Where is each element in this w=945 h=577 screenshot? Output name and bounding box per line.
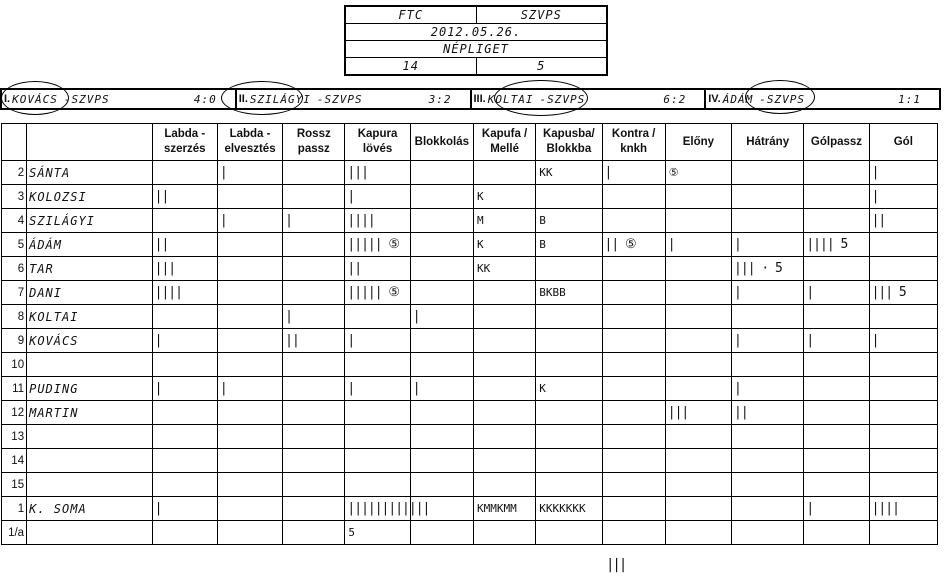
stat-cell: ||| — [152, 257, 217, 281]
stat-cell — [152, 161, 217, 185]
stat-cell: | — [345, 377, 410, 401]
stat-cell: | — [665, 233, 731, 257]
stat-cell: B — [536, 209, 602, 233]
stat-cell — [283, 257, 345, 281]
player-number: 6 — [2, 257, 27, 281]
stat-cell — [283, 377, 345, 401]
table-body — [2, 161, 938, 545]
stat-cell — [602, 209, 665, 233]
table-row — [2, 401, 938, 425]
stat-cell — [804, 185, 869, 209]
stat-cell: M — [473, 209, 535, 233]
stat-cell — [283, 353, 345, 377]
stat-cell — [602, 473, 665, 497]
stat-cell — [345, 401, 410, 425]
stat-cell — [283, 497, 345, 521]
stat-cell: |||| 5 — [804, 233, 869, 257]
player-name: DANI — [27, 281, 153, 305]
table-row — [2, 161, 938, 185]
player-number: 15 — [2, 473, 27, 497]
stat-cell — [804, 425, 869, 449]
stat-cell — [732, 473, 804, 497]
stat-cell — [732, 209, 804, 233]
stat-cell — [152, 425, 217, 449]
stat-cell: | — [869, 161, 937, 185]
stat-cell — [283, 401, 345, 425]
stat-cell — [732, 161, 804, 185]
player-name — [27, 353, 153, 377]
quarter-team: -SZVPS — [316, 92, 363, 106]
stat-cell: || — [152, 185, 217, 209]
stat-cell: ⑤ — [665, 161, 731, 185]
stat-cell — [732, 449, 804, 473]
table-row — [2, 233, 938, 257]
stat-cell — [536, 473, 602, 497]
player-name — [27, 473, 153, 497]
stat-cell — [410, 209, 473, 233]
stat-cell — [152, 401, 217, 425]
stat-cell: |||| — [869, 497, 937, 521]
quarter-score: 6:2 — [663, 92, 687, 106]
stat-cell — [602, 449, 665, 473]
stat-cell — [410, 185, 473, 209]
player-number: 13 — [2, 425, 27, 449]
stat-cell — [665, 305, 731, 329]
stat-cell: KK — [473, 257, 535, 281]
stat-cell — [602, 185, 665, 209]
quarter-player: ÁDÁM — [722, 92, 754, 106]
stat-cell: ||| 5 — [869, 281, 937, 305]
table-row — [2, 305, 938, 329]
stat-cell — [410, 281, 473, 305]
stat-cell — [602, 281, 665, 305]
stat-cell: | — [804, 281, 869, 305]
stat-cell — [536, 329, 602, 353]
stat-cell — [536, 401, 602, 425]
stat-cell: 5 — [345, 521, 410, 545]
stat-cell: |||||||||||| — [345, 497, 410, 521]
column-header: Gólpassz — [804, 124, 869, 161]
stat-cell — [217, 353, 282, 377]
stat-cell — [473, 281, 535, 305]
stat-cell — [152, 305, 217, 329]
player-number: 8 — [2, 305, 27, 329]
stat-cell — [283, 521, 345, 545]
stat-cell: | — [732, 233, 804, 257]
stat-cell: | — [283, 209, 345, 233]
stat-cell — [345, 305, 410, 329]
stat-cell: | — [345, 185, 410, 209]
stat-cell: | — [283, 305, 345, 329]
stat-cell — [473, 473, 535, 497]
stat-cell: | — [602, 161, 665, 185]
stat-cell: | — [732, 329, 804, 353]
player-number: 3 — [2, 185, 27, 209]
stat-cell — [869, 305, 937, 329]
stat-cell — [217, 401, 282, 425]
stat-cell — [602, 353, 665, 377]
match-venue: NÉPLIGET — [443, 42, 509, 56]
stat-cell — [602, 497, 665, 521]
player-name: ÁDÁM — [27, 233, 153, 257]
quarter-number: IV. — [708, 93, 721, 105]
table-row — [2, 425, 938, 449]
stat-cell — [804, 305, 869, 329]
stat-cell — [410, 425, 473, 449]
stat-cell: || — [283, 329, 345, 353]
stat-cell — [602, 425, 665, 449]
player-name: MARTIN — [27, 401, 153, 425]
stat-cell — [732, 185, 804, 209]
column-header: Kapufa / Mellé — [473, 124, 535, 161]
stat-cell: ||| — [345, 161, 410, 185]
stat-cell: ||| · 5 — [732, 257, 804, 281]
column-header: Kontra / knkh — [602, 124, 665, 161]
stat-cell — [869, 521, 937, 545]
player-name — [27, 449, 153, 473]
stat-cell — [536, 353, 602, 377]
stat-cell — [283, 473, 345, 497]
header-row — [2, 124, 938, 161]
quarter-number: I. — [4, 93, 11, 105]
stat-cell: || — [152, 233, 217, 257]
column-header: Kapura lövés — [345, 124, 410, 161]
stat-cell — [283, 281, 345, 305]
stat-cell — [536, 521, 602, 545]
stat-cell — [345, 425, 410, 449]
column-header: Előny — [665, 124, 731, 161]
stat-cell — [473, 449, 535, 473]
player-number: 4 — [2, 209, 27, 233]
stat-cell — [283, 233, 345, 257]
stat-cell: ||| — [665, 401, 731, 425]
stat-cell — [804, 353, 869, 377]
quarter-player: SZILÁGYI — [249, 92, 311, 106]
stat-cell: || — [869, 209, 937, 233]
player-circle-3 — [494, 80, 588, 116]
column-header: Blokkolás — [410, 124, 473, 161]
home-team: FTC — [398, 8, 424, 22]
stat-cell — [869, 257, 937, 281]
player-circle-2 — [221, 81, 303, 115]
stat-cell — [804, 401, 869, 425]
quarter-number: III. — [473, 93, 486, 105]
stat-cell — [602, 257, 665, 281]
stat-cell: BKBB — [536, 281, 602, 305]
player-name — [27, 425, 153, 449]
stat-cell — [152, 473, 217, 497]
stat-cell — [217, 425, 282, 449]
column-header: Hátrány — [732, 124, 804, 161]
stat-cell — [536, 425, 602, 449]
stat-cell — [345, 449, 410, 473]
stat-cell — [217, 473, 282, 497]
stat-cell — [602, 329, 665, 353]
stat-cell — [804, 449, 869, 473]
stat-cell — [473, 305, 535, 329]
table-row — [2, 449, 938, 473]
table-row — [2, 473, 938, 497]
stat-cell — [536, 185, 602, 209]
player-name: PUDING — [27, 377, 153, 401]
stat-cell — [804, 161, 869, 185]
stat-cell: | — [217, 161, 282, 185]
stat-cell — [152, 449, 217, 473]
match-header — [344, 5, 608, 76]
stat-cell — [345, 353, 410, 377]
player-number: 11 — [2, 377, 27, 401]
player-name: K. SOMA — [27, 497, 153, 521]
stat-cell: | — [804, 329, 869, 353]
stat-cell — [665, 257, 731, 281]
stat-cell — [665, 209, 731, 233]
stat-cell — [665, 329, 731, 353]
stat-cell: | — [217, 209, 282, 233]
stat-cell — [410, 161, 473, 185]
match-date: 2012.05.26. — [430, 25, 522, 39]
stat-cell: K — [536, 377, 602, 401]
stat-cell — [665, 281, 731, 305]
stat-cell — [283, 425, 345, 449]
quarter-score: 3:2 — [428, 92, 452, 106]
player-number: 2 — [2, 161, 27, 185]
stat-cell — [217, 281, 282, 305]
table-row — [2, 257, 938, 281]
stat-cell — [869, 353, 937, 377]
stat-cell — [217, 329, 282, 353]
stat-cell — [217, 257, 282, 281]
stat-cell — [473, 521, 535, 545]
stat-cell — [665, 425, 731, 449]
stat-cell — [217, 449, 282, 473]
table-row — [2, 185, 938, 209]
stat-cell — [536, 449, 602, 473]
stat-cell: | — [152, 497, 217, 521]
stat-cell — [152, 353, 217, 377]
stat-cell — [410, 233, 473, 257]
table-row — [2, 329, 938, 353]
venue-row — [346, 41, 606, 58]
stat-cell — [283, 161, 345, 185]
stat-cell: | — [869, 329, 937, 353]
stat-cell: B — [536, 233, 602, 257]
stat-cell — [602, 401, 665, 425]
stat-cell — [665, 521, 731, 545]
stat-cell: | — [152, 329, 217, 353]
player-number: 9 — [2, 329, 27, 353]
stat-cell — [804, 473, 869, 497]
stat-cell: | — [732, 281, 804, 305]
player-number: 5 — [2, 233, 27, 257]
stat-cell: |||| — [345, 209, 410, 233]
stat-cell — [665, 353, 731, 377]
stat-cell — [410, 353, 473, 377]
stat-cell: KK — [536, 161, 602, 185]
table-row — [2, 521, 938, 545]
table-row — [2, 377, 938, 401]
column-header: Gól — [869, 124, 937, 161]
player-number: 1/a — [2, 521, 27, 545]
stat-cell — [869, 473, 937, 497]
player-number: 10 — [2, 353, 27, 377]
player-number: 14 — [2, 449, 27, 473]
stat-cell — [732, 521, 804, 545]
stat-cell — [665, 497, 731, 521]
stat-cell: | — [345, 329, 410, 353]
player-number: 1 — [2, 497, 27, 521]
quarter-team: -SZVPS — [539, 92, 586, 106]
stat-cell: || — [345, 257, 410, 281]
stat-cell — [602, 305, 665, 329]
table-row — [2, 497, 938, 521]
quarter-4 — [704, 90, 939, 108]
player-name: SZILÁGYI — [27, 209, 153, 233]
stat-cell — [869, 425, 937, 449]
footer-tally: ||| — [606, 557, 626, 573]
column-header — [2, 124, 27, 161]
column-header: Labda - szerzés — [152, 124, 217, 161]
stat-cell — [410, 329, 473, 353]
stat-cell — [473, 377, 535, 401]
score-row — [346, 58, 606, 74]
player-stats-table — [1, 123, 938, 545]
stat-cell — [152, 209, 217, 233]
stat-cell — [410, 401, 473, 425]
stat-cell: KMMKMM — [473, 497, 535, 521]
stat-cell — [665, 449, 731, 473]
teams-row — [346, 7, 606, 24]
player-name: KOVÁCS — [27, 329, 153, 353]
stat-cell — [804, 521, 869, 545]
stat-cell: |||| — [152, 281, 217, 305]
column-header: Kapusba/ Blokkba — [536, 124, 602, 161]
stat-cell: || — [732, 401, 804, 425]
stat-cell — [804, 257, 869, 281]
stat-cell — [665, 473, 731, 497]
stat-cell — [732, 353, 804, 377]
stat-cell — [804, 377, 869, 401]
stat-cell — [217, 305, 282, 329]
stat-cell — [410, 449, 473, 473]
player-name: SÁNTA — [27, 161, 153, 185]
quarter-player: KOVÁCS — [12, 92, 58, 106]
stat-cell — [602, 521, 665, 545]
stat-cell — [602, 377, 665, 401]
player-number: 12 — [2, 401, 27, 425]
stat-cell — [732, 425, 804, 449]
quarter-score: 1:1 — [898, 92, 921, 106]
away-score: 5 — [476, 58, 607, 74]
stat-cell — [732, 497, 804, 521]
stat-cell: | — [869, 185, 937, 209]
stat-cell — [869, 401, 937, 425]
stat-cell — [410, 473, 473, 497]
player-name: KOLOZSI — [27, 185, 153, 209]
player-circle-4 — [745, 80, 815, 114]
stat-cell: | — [410, 305, 473, 329]
stat-cell — [473, 161, 535, 185]
stat-cell — [473, 353, 535, 377]
player-number: 7 — [2, 281, 27, 305]
stat-cell: K — [473, 233, 535, 257]
stat-cell — [473, 401, 535, 425]
stat-cell: | — [732, 377, 804, 401]
column-header — [27, 124, 153, 161]
quarter-player: KOLTAI — [487, 92, 534, 106]
stat-cell — [283, 449, 345, 473]
stat-cell: | — [152, 377, 217, 401]
stat-cell — [804, 209, 869, 233]
stat-cell — [536, 305, 602, 329]
quarter-team: -SZVPS — [759, 92, 805, 106]
table-row — [2, 353, 938, 377]
stat-cell — [473, 329, 535, 353]
stat-cell — [869, 449, 937, 473]
stat-cell — [345, 473, 410, 497]
column-header: Labda - elvesztés — [217, 124, 282, 161]
stat-cell: || ⑤ — [602, 233, 665, 257]
home-score: 14 — [402, 59, 419, 73]
stat-cell: ||||| ⑤ — [345, 233, 410, 257]
player-name — [27, 521, 153, 545]
stat-cell — [473, 425, 535, 449]
quarter-number: II. — [238, 93, 248, 105]
quarter-team: -SZVPS — [63, 92, 110, 106]
player-name: KOLTAI — [27, 305, 153, 329]
stat-cell — [665, 377, 731, 401]
away-team: SZVPS — [476, 7, 607, 23]
player-name: TAR — [27, 257, 153, 281]
stat-cell: | — [217, 377, 282, 401]
stat-cell: | — [804, 497, 869, 521]
stat-cell — [217, 185, 282, 209]
stat-cell — [410, 257, 473, 281]
stat-cell — [536, 257, 602, 281]
stat-cell — [217, 497, 282, 521]
column-header: Rossz passz — [283, 124, 345, 161]
date-row — [346, 24, 606, 41]
stat-cell — [869, 377, 937, 401]
stat-cell: KKKKKKK — [536, 497, 602, 521]
quarter-score: 4:0 — [193, 92, 217, 106]
stat-cell — [217, 233, 282, 257]
stat-cell: | — [410, 377, 473, 401]
table-row — [2, 209, 938, 233]
stat-cell: ||||| ⑤ — [345, 281, 410, 305]
stat-cell — [410, 521, 473, 545]
table-row — [2, 281, 938, 305]
stat-cell — [152, 521, 217, 545]
stat-cell — [869, 233, 937, 257]
stat-cell — [283, 185, 345, 209]
stat-cell — [665, 185, 731, 209]
stat-cell: K — [473, 185, 535, 209]
stat-cell — [732, 305, 804, 329]
stat-cell — [217, 521, 282, 545]
player-circle-1 — [1, 81, 69, 115]
